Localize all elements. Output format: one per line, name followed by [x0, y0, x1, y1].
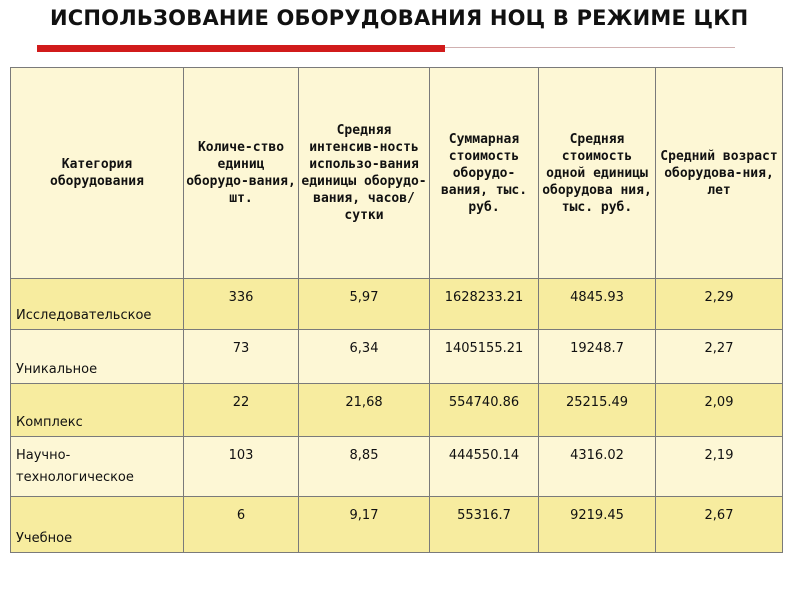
cell-avg-unit-cost: 19248.7 [539, 330, 656, 384]
cell-total-cost: 554740.86 [430, 384, 539, 437]
cell-avg-intensity: 6,34 [299, 330, 430, 384]
cell-avg-intensity: 9,17 [299, 497, 430, 553]
cell-avg-intensity: 8,85 [299, 437, 430, 497]
cell-total-cost: 55316.7 [430, 497, 539, 553]
cell-quantity: 22 [184, 384, 299, 437]
header-quantity: Количе-ство единиц оборудо-вания, шт. [184, 68, 299, 279]
cell-avg-unit-cost: 9219.45 [539, 497, 656, 553]
cell-avg-age: 2,29 [656, 279, 783, 330]
cell-category: Научно-технологическое [11, 437, 184, 497]
cell-total-cost: 1628233.21 [430, 279, 539, 330]
table-row [11, 384, 783, 437]
header-category: Категория оборудования [11, 68, 184, 279]
cell-total-cost: 1405155.21 [430, 330, 539, 384]
cell-quantity: 336 [184, 279, 299, 330]
table-row [11, 330, 783, 384]
table-header-row [11, 68, 783, 279]
cell-total-cost: 444550.14 [430, 437, 539, 497]
cell-category: Исследовательское [11, 279, 184, 330]
cell-avg-age: 2,09 [656, 384, 783, 437]
title-underline [445, 47, 735, 48]
cell-category: Уникальное [11, 330, 184, 384]
cell-avg-age: 2,19 [656, 437, 783, 497]
cell-category: Комплекс [11, 384, 184, 437]
table-row [11, 437, 783, 497]
page-title: ИСПОЛЬЗОВАНИЕ ОБОРУДОВАНИЯ НОЦ В РЕЖИМЕ ЦКП [50, 6, 749, 30]
header-avg-unit-cost: Средняя стоимость одной единицы оборудова ния, тыс. руб. [539, 68, 656, 279]
cell-quantity: 73 [184, 330, 299, 384]
table-row [11, 497, 783, 553]
cell-avg-age: 2,67 [656, 497, 783, 553]
title-accent-bar [37, 45, 445, 52]
cell-avg-unit-cost: 4845.93 [539, 279, 656, 330]
cell-avg-unit-cost: 4316.02 [539, 437, 656, 497]
cell-category: Учебное [11, 497, 184, 553]
equipment-usage-table [10, 67, 783, 553]
cell-quantity: 6 [184, 497, 299, 553]
cell-avg-intensity: 5,97 [299, 279, 430, 330]
cell-quantity: 103 [184, 437, 299, 497]
header-avg-intensity: Средняя интенсив-ность использо-вания единицы оборудо-вания, часов/сутки [299, 68, 430, 279]
header-total-cost: Суммарная стоимость оборудо-вания, тыс. руб. [430, 68, 539, 279]
cell-avg-age: 2,27 [656, 330, 783, 384]
header-avg-age: Средний возраст оборудова-ния, лет [656, 68, 783, 279]
table-row [11, 279, 783, 330]
cell-avg-intensity: 21,68 [299, 384, 430, 437]
cell-avg-unit-cost: 25215.49 [539, 384, 656, 437]
